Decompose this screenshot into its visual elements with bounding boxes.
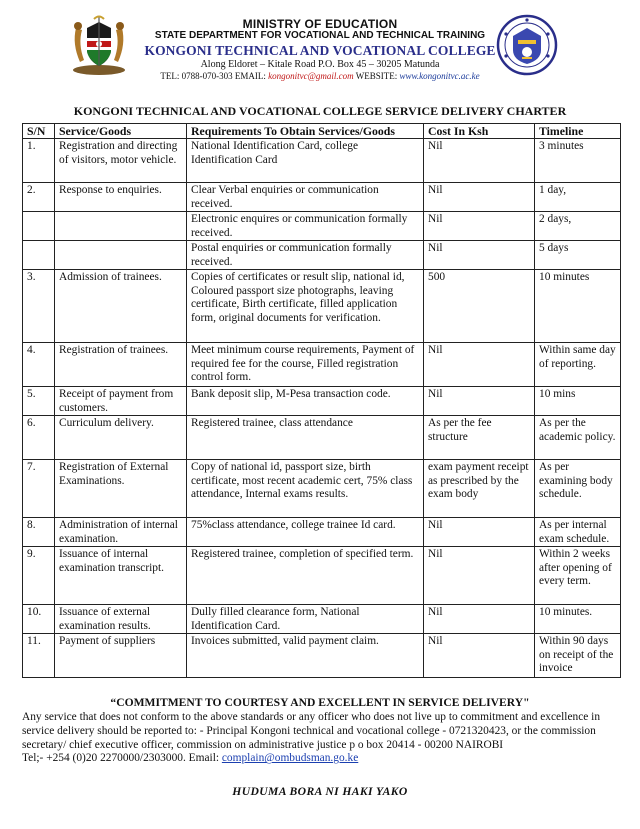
college-name: KONGONI TECHNICAL AND VOCATIONAL COLLEGE [144, 43, 496, 58]
table-row [23, 634, 621, 678]
cell-requirements: Copy of national id, passport size, birth certificate, most recent academic cert, 75% class attendance, Internal exams results. [187, 460, 424, 518]
cell-timeline: Within 90 days on receipt of the invoice [535, 634, 621, 678]
cell-sn: 9. [23, 547, 55, 605]
cell-cost: As per the fee structure [424, 416, 535, 460]
cell-timeline: 1 day, [535, 183, 621, 212]
cell-cost: Nil [424, 212, 535, 241]
cell-requirements: Postal enquiries or communication formally received. [187, 241, 424, 270]
cell-timeline: Within 2 weeks after opening of every term. [535, 547, 621, 605]
ministry-name: MINISTRY OF EDUCATION [242, 17, 398, 31]
cell-timeline: As per examining body schedule. [535, 460, 621, 518]
table-row [23, 139, 621, 183]
charter-title: KONGONI TECHNICAL AND VOCATIONAL COLLEGE SERVICE DELIVERY CHARTER [73, 104, 567, 118]
complaint-text: Any service that does not conform to the above standards or any officer who does not live up to commitment and excellence in service delivery should be reported to: - Principal Kongoni technical and vocational college - 0721320423, or the commission secretary/ chief executive officer, commission on administrative justice p o box 20414 - 00200 NAIROBI [22, 711, 601, 751]
cell-sn: 1. [23, 139, 55, 183]
header-service: Service/Goods [55, 124, 187, 139]
cell-timeline: As per the academic policy. [535, 416, 621, 460]
cell-service: Response to enquiries. [55, 183, 187, 212]
table-header-row [23, 124, 621, 139]
cell-timeline: 10 minutes. [535, 605, 621, 634]
cell-cost: Nil [424, 183, 535, 212]
cell-timeline: 3 minutes [535, 139, 621, 183]
cell-sn: 11. [23, 634, 55, 678]
cell-requirements: Registered trainee, completion of specified term. [187, 547, 424, 605]
cell-service: Issuance of internal examination transcript. [55, 547, 187, 605]
tel-line: Tel;- +254 (0)20 2270000/2303000. Email: [22, 752, 222, 765]
cell-requirements: Clear Verbal enquiries or communication received. [187, 183, 424, 212]
cell-sn: 10. [23, 605, 55, 634]
cell-cost: exam payment receipt as prescribed by the exam body [424, 460, 535, 518]
cell-timeline: As per internal exam schedule. [535, 518, 621, 547]
commitment-statement: “COMMITMENT TO COURTESY AND EXCELLENT IN SERVICE DELIVERY" [110, 696, 530, 709]
cell-service: Registration of External Examinations. [55, 460, 187, 518]
table-row [23, 460, 621, 518]
complaint-email-link[interactable]: complain@ombudsman.go.ke [221, 752, 359, 765]
cell-cost: Nil [424, 518, 535, 547]
contact-line [120, 71, 520, 81]
cell-cost: Nil [424, 605, 535, 634]
cell-service [55, 241, 187, 270]
table-row [23, 416, 621, 460]
table-row [23, 547, 621, 605]
table-row [23, 605, 621, 634]
cell-service: Receipt of payment from customers. [55, 387, 187, 416]
header-requirements: Requirements To Obtain Services/Goods [187, 124, 424, 139]
cell-cost: Nil [424, 387, 535, 416]
cell-requirements: Meet minimum course requirements, Payment of required fee for the course, Filled registration control form. [187, 343, 424, 387]
cell-cost: 500 [424, 270, 535, 343]
table-row [23, 183, 621, 212]
table-row [23, 270, 621, 343]
cell-timeline: 10 minutes [535, 270, 621, 343]
cell-timeline: 5 days [535, 241, 621, 270]
cell-requirements: 75%class attendance, college trainee Id card. [187, 518, 424, 547]
cell-cost: Nil [424, 139, 535, 183]
cell-requirements: Electronic enquires or communication formally received. [187, 212, 424, 241]
cell-sn: 3. [23, 270, 55, 343]
motto: HUDUMA BORA NI HAKI YAKO [232, 785, 408, 798]
header-cost: Cost In Ksh [424, 124, 535, 139]
cell-cost: Nil [424, 547, 535, 605]
cell-cost: Nil [424, 241, 535, 270]
cell-requirements: Registered trainee, class attendance [187, 416, 424, 460]
service-charter-table [22, 123, 621, 678]
cell-service: Registration of trainees. [55, 343, 187, 387]
table-row [23, 387, 621, 416]
website-label: WEBSITE: [353, 71, 400, 81]
cell-sn: 2. [23, 183, 55, 212]
tel-email-label: TEL: 0788-070-303 EMAIL: [160, 71, 269, 81]
cell-requirements: Invoices submitted, valid payment claim. [187, 634, 424, 678]
cell-sn: 6. [23, 416, 55, 460]
cell-service: Payment of suppliers [55, 634, 187, 678]
cell-requirements: Copies of certificates or result slip, national id, Coloured passport size photographs, leaving certificate, Birth certificate, filled application form, original documents for verification. [187, 270, 424, 343]
table-row [23, 212, 621, 241]
cell-sn [23, 241, 55, 270]
cell-service [55, 212, 187, 241]
cell-cost: Nil [424, 634, 535, 678]
cell-requirements: National Identification Card, college Identification Card [187, 139, 424, 183]
cell-sn: 7. [23, 460, 55, 518]
header-sn: S/N [23, 124, 55, 139]
cell-sn: 4. [23, 343, 55, 387]
cell-service: Admission of trainees. [55, 270, 187, 343]
college-email[interactable]: kongonitvc@gmail.com [268, 71, 354, 81]
letterhead [0, 0, 640, 100]
cell-sn [23, 212, 55, 241]
department-name: STATE DEPARTMENT FOR VOCATIONAL AND TECHNICAL TRAINING [154, 30, 486, 41]
cell-service: Administration of internal examination. [55, 518, 187, 547]
header-timeline: Timeline [535, 124, 621, 139]
cell-cost: Nil [424, 343, 535, 387]
college-crest-icon [496, 14, 558, 76]
cell-sn: 8. [23, 518, 55, 547]
cell-timeline: 2 days, [535, 212, 621, 241]
table-row [23, 518, 621, 547]
table-row [23, 343, 621, 387]
college-website[interactable]: www.kongonitvc.ac.ke [399, 71, 480, 81]
cell-service: Curriculum delivery. [55, 416, 187, 460]
college-address: Along Eldoret – Kitale Road P.O. Box 45 – 30205 Matunda [200, 59, 440, 70]
cell-timeline: 10 mins [535, 387, 621, 416]
cell-service: Issuance of external examination results. [55, 605, 187, 634]
cell-requirements: Bank deposit slip, M-Pesa transaction code. [187, 387, 424, 416]
cell-service: Registration and directing of visitors, motor vehicle. [55, 139, 187, 183]
cell-timeline: Within same day of reporting. [535, 343, 621, 387]
cell-requirements: Dully filled clearance form, National Identification Card. [187, 605, 424, 634]
complaint-notice [22, 711, 622, 766]
cell-sn: 5. [23, 387, 55, 416]
table-row [23, 241, 621, 270]
